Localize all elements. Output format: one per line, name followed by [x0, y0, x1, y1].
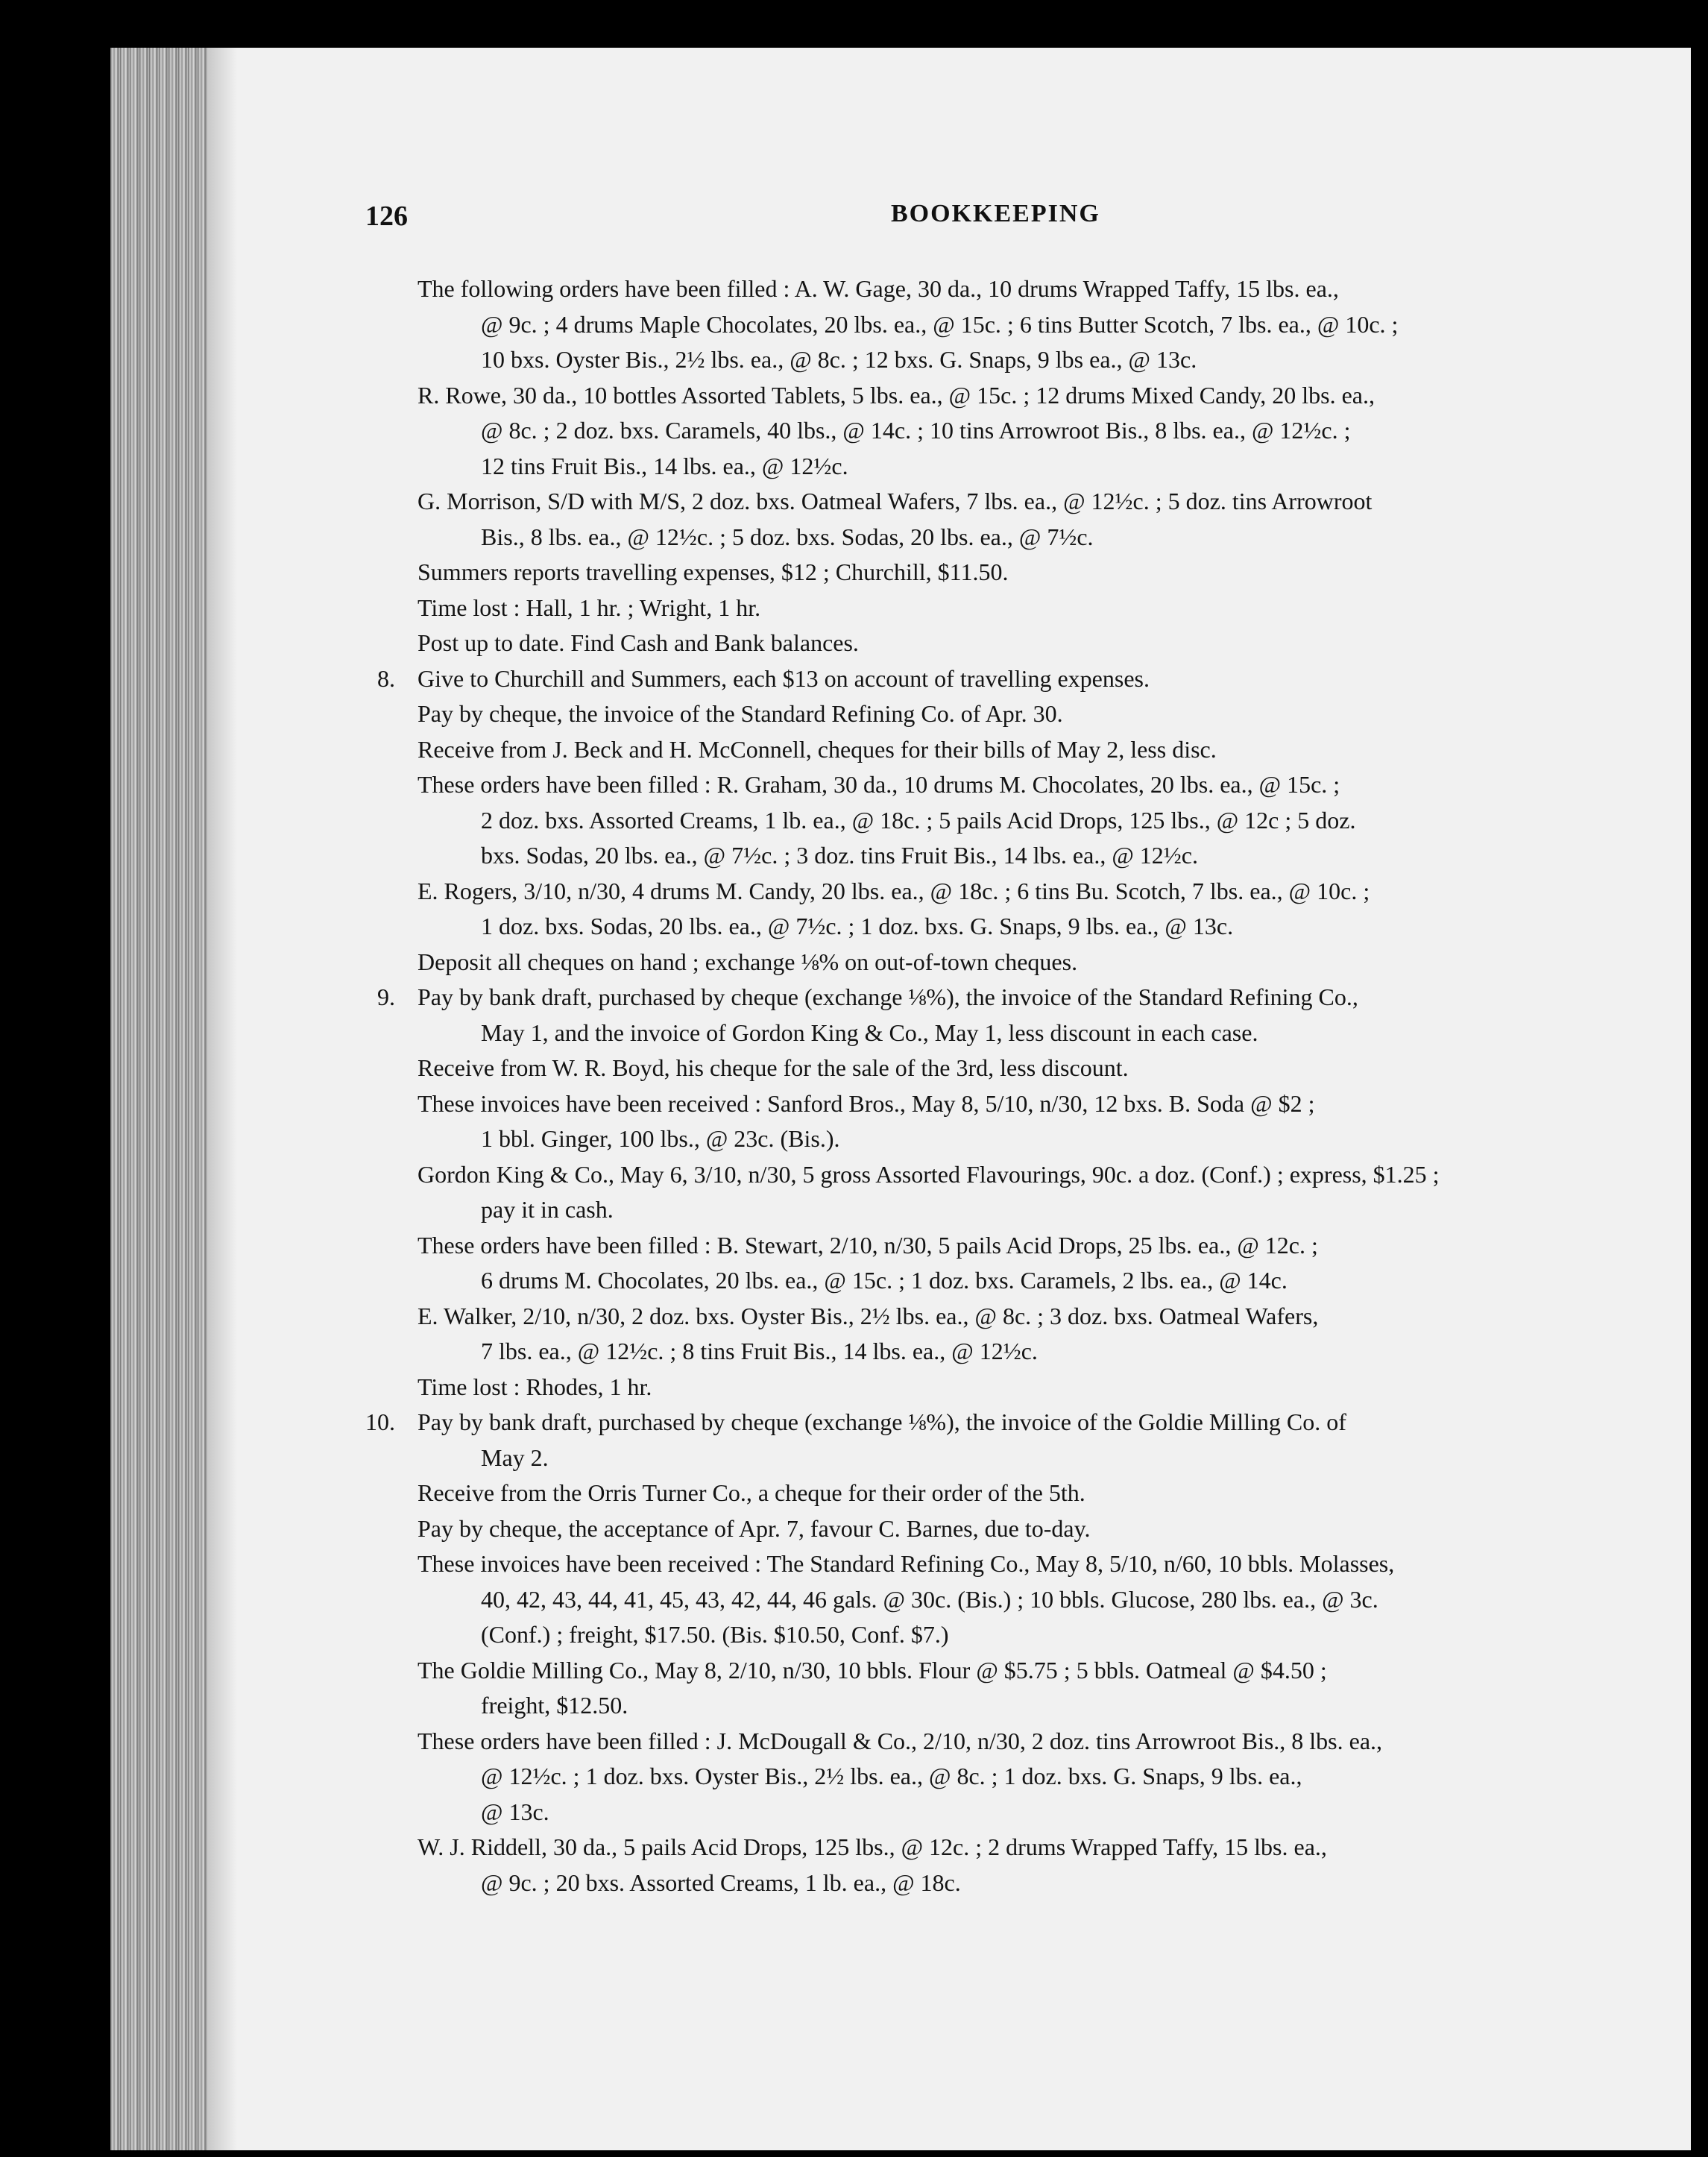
entry-line: The Goldie Milling Co., May 8, 2/10, n/30, 10 bbls. Flour @ $5.75 ; 5 bbls. Oatmeal @ $4.50 ; — [417, 1656, 1327, 1684]
entry-line: Receive from W. R. Boyd, his cheque for the sale of the 3rd, less discount. — [417, 1054, 1129, 1081]
entry-line: G. Morrison, S/D with M/S, 2 doz. bxs. Oatmeal Wafers, 7 lbs. ea., @ 12½c. ; 5 doz. tins Arrowroot — [417, 488, 1373, 514]
journal-entry — [417, 591, 1640, 626]
entry-line: bxs. Sodas, 20 lbs. ea., @ 7½c. ; 3 doz. tins Fruit Bis., 14 lbs. ea., @ 12½c. — [481, 842, 1198, 869]
journal-entry — [417, 1546, 1640, 1653]
journal-entry — [417, 1051, 1640, 1086]
entry-line: 1 doz. bxs. Sodas, 20 lbs. ea., @ 7½c. ; 1 doz. bxs. G. Snaps, 9 lbs. ea., @ 13c. — [481, 913, 1234, 939]
entry-line: 10 bxs. Oyster Bis., 2½ lbs. ea., @ 8c. ; 12 bxs. G. Snaps, 9 lbs ea., @ 13c. — [481, 346, 1197, 373]
journal-entry — [417, 271, 1640, 378]
journal-entry — [417, 945, 1640, 980]
running-head: BOOKKEEPING — [891, 200, 1100, 227]
entry-line: These orders have been filled : R. Graham, 30 da., 10 drums M. Chocolates, 20 lbs. ea., @ 15c. ; — [417, 771, 1340, 798]
entry-line: @ 12½c. ; 1 doz. bxs. Oyster Bis., 2½ lbs. ea., @ 8c. ; 1 doz. bxs. G. Snaps, 9 lbs. ea., — [481, 1763, 1302, 1789]
journal-entry — [417, 555, 1640, 591]
entry-line: E. Rogers, 3/10, n/30, 4 drums M. Candy, 20 lbs. ea., @ 18c. ; 6 tins Bu. Scotch, 7 lbs. ea., @ 10c. ; — [417, 877, 1370, 904]
journal-entry — [417, 1086, 1640, 1157]
entry-line: pay it in cash. — [481, 1196, 614, 1223]
journal-entry — [417, 874, 1640, 945]
entry-line: @ 9c. ; 20 bxs. Assorted Creams, 1 lb. ea., @ 18c. — [481, 1868, 961, 1896]
entry-line: 7 lbs. ea., @ 12½c. ; 8 tins Fruit Bis., 14 lbs. ea., @ 12½c. — [481, 1338, 1038, 1364]
entry-line: 2 doz. bxs. Assorted Creams, 1 lb. ea., @ 18c. ; 5 pails Acid Drops, 125 lbs., @ 12c ; 5 doz. — [481, 806, 1356, 834]
page-edge-shadow — [207, 48, 237, 2150]
journal-entry — [417, 1830, 1640, 1901]
journal-entry — [417, 1157, 1640, 1228]
journal-entry — [417, 696, 1640, 732]
page-edge-binding — [110, 48, 207, 2150]
entry-date: 8. — [377, 664, 395, 692]
page-number: 126 — [365, 201, 408, 232]
entry-line: E. Walker, 2/10, n/30, 2 doz. bxs. Oyster Bis., 2½ lbs. ea., @ 8c. ; 3 doz. bxs. Oatmeal Wafers, — [417, 1302, 1319, 1329]
entry-line: Summers reports travelling expenses, $12 ; Churchill, $11.50. — [417, 558, 1009, 585]
journal-entry — [417, 1370, 1640, 1405]
journal-entry — [417, 1228, 1640, 1299]
journal-entry — [377, 661, 1640, 697]
journal-entry — [417, 1653, 1640, 1724]
journal-entry — [417, 1724, 1640, 1830]
journal-entry — [417, 732, 1640, 768]
journal-entry — [417, 626, 1640, 661]
entry-line: Pay by cheque, the acceptance of Apr. 7, favour C. Barnes, due to-day. — [417, 1514, 1091, 1542]
entry-line: freight, $12.50. — [481, 1692, 628, 1719]
entry-line: @ 8c. ; 2 doz. bxs. Caramels, 40 lbs., @ 14c. ; 10 tins Arrowroot Bis., 8 lbs. ea., @ 12½c. ; — [481, 417, 1351, 444]
entry-line: 6 drums M. Chocolates, 20 lbs. ea., @ 15c. ; 1 doz. bxs. Caramels, 2 lbs. ea., @ 14c. — [481, 1267, 1288, 1294]
entry-line: Bis., 8 lbs. ea., @ 12½c. ; 5 doz. bxs. Sodas, 20 lbs. ea., @ 7½c. — [481, 523, 1094, 550]
entry-line: Receive from J. Beck and H. McConnell, cheques for their bills of May 2, less disc. — [417, 735, 1217, 763]
entry-line: May 2. — [481, 1443, 549, 1471]
journal-entry — [417, 484, 1640, 555]
entry-line: These invoices have been received : The Standard Refining Co., May 8, 5/10, n/60, 10 bbls. Molasses, — [417, 1550, 1395, 1577]
entry-line: @ 13c. — [481, 1798, 549, 1825]
entry-line: Gordon King & Co., May 6, 3/10, n/30, 5 gross Assorted Flavourings, 90c. a doz. (Conf.) ; express, $1.25 ; — [417, 1160, 1440, 1188]
entry-line: Pay by cheque, the invoice of the Standard Refining Co. of Apr. 30. — [417, 700, 1063, 727]
entry-line: W. J. Riddell, 30 da., 5 pails Acid Drops, 125 lbs., @ 12c. ; 2 drums Wrapped Taffy, 15 lbs. ea., — [417, 1833, 1327, 1860]
entry-line: (Conf.) ; freight, $17.50. (Bis. $10.50, Conf. $7.) — [481, 1621, 949, 1648]
entry-line: Pay by bank draft, purchased by cheque (exchange ⅛%), the invoice of the Goldie Milling Co. of — [417, 1408, 1346, 1435]
entry-date: 9. — [377, 983, 395, 1010]
entry-line: 1 bbl. Ginger, 100 lbs., @ 23c. (Bis.). — [481, 1125, 840, 1152]
entry-line: The following orders have been filled : A. W. Gage, 30 da., 10 drums Wrapped Taffy, 15 lbs. ea., — [417, 275, 1339, 302]
entry-line: Deposit all cheques on hand ; exchange ⅛% on out-of-town cheques. — [417, 948, 1078, 975]
entry-date: 10. — [365, 1408, 395, 1435]
entry-line: Pay by bank draft, purchased by cheque (exchange ⅛%), the invoice of the Standard Refining Co., — [417, 983, 1358, 1010]
entry-line: 40, 42, 43, 44, 41, 45, 43, 42, 44, 46 gals. @ 30c. (Bis.) ; 10 bbls. Glucose, 280 lbs. ea., @ 3c. — [481, 1585, 1378, 1613]
journal-entry — [417, 1299, 1640, 1370]
entry-line: Give to Churchill and Summers, each $13 on account of travelling expenses. — [417, 664, 1150, 692]
body-text — [365, 271, 1640, 1901]
journal-entry — [417, 1476, 1640, 1511]
entry-line: @ 9c. ; 4 drums Maple Chocolates, 20 lbs. ea., @ 15c. ; 6 tins Butter Scotch, 7 lbs. ea., @ 10c. ; — [481, 310, 1399, 338]
entry-line: These orders have been filled : J. McDougall & Co., 2/10, n/30, 2 doz. tins Arrowroot Bis., 8 lbs. ea., — [417, 1727, 1383, 1754]
entry-line: 12 tins Fruit Bis., 14 lbs. ea., @ 12½c. — [481, 452, 848, 479]
journal-entry — [417, 767, 1640, 874]
entry-line: R. Rowe, 30 da., 10 bottles Assorted Tablets, 5 lbs. ea., @ 15c. ; 12 drums Mixed Candy, 20 lbs. ea., — [417, 381, 1375, 409]
entry-line: Time lost : Rhodes, 1 hr. — [417, 1373, 652, 1400]
entry-line: These invoices have been received : Sanford Bros., May 8, 5/10, n/30, 12 bxs. B. Soda @ $2 ; — [417, 1089, 1315, 1117]
journal-entry — [417, 1511, 1640, 1547]
entry-line: Receive from the Orris Turner Co., a cheque for their order of the 5th. — [417, 1479, 1085, 1506]
entry-line: These orders have been filled : B. Stewart, 2/10, n/30, 5 pails Acid Drops, 25 lbs. ea., @ 12c. ; — [417, 1231, 1318, 1259]
entry-line: Post up to date. Find Cash and Bank balances. — [417, 629, 859, 656]
journal-entry — [417, 378, 1640, 485]
journal-entry — [365, 1405, 1640, 1476]
entry-line: May 1, and the invoice of Gordon King & Co., May 1, less discount in each case. — [481, 1018, 1258, 1046]
entry-line: Time lost : Hall, 1 hr. ; Wright, 1 hr. — [417, 593, 761, 621]
journal-entry — [377, 980, 1640, 1051]
